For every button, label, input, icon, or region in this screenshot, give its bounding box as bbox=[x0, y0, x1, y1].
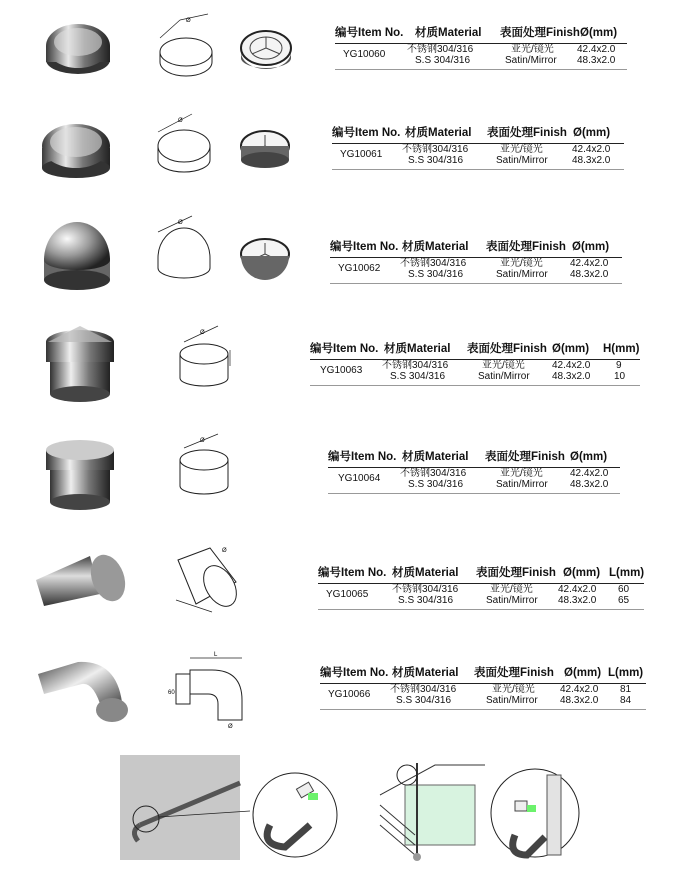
header-length: L(mm) bbox=[609, 567, 645, 579]
spec-table bbox=[310, 344, 640, 388]
header-item-no: 编号Item No. bbox=[335, 27, 404, 39]
header-diameter: Ø(mm) bbox=[572, 241, 610, 253]
finish-en: Satin/Mirror bbox=[496, 479, 548, 490]
material-cn: 不锈钢304/316 bbox=[400, 258, 467, 269]
header-diameter: Ø(mm) bbox=[570, 451, 608, 463]
material-en: S.S 304/316 bbox=[408, 269, 464, 280]
header-finish: 表面处理Finish bbox=[486, 241, 566, 253]
product-photo-angled-cap bbox=[30, 544, 132, 614]
spec-table bbox=[332, 128, 624, 172]
finish-cn: 亚光/镜光 bbox=[490, 584, 533, 595]
header-item-no: 编号Item No. bbox=[330, 241, 399, 253]
product-photo-flat-cap bbox=[36, 114, 118, 186]
header-item-no: 编号Item No. bbox=[318, 567, 387, 579]
table-bottom-rule bbox=[328, 493, 620, 494]
dim-label: Ø bbox=[178, 118, 183, 124]
length-label: L bbox=[214, 652, 218, 658]
header-diameter: Ø(mm) bbox=[573, 127, 611, 139]
technical-drawing bbox=[170, 542, 252, 614]
diameter-1: 42.4x2.0 bbox=[570, 468, 609, 479]
material-cn: 不锈钢304/316 bbox=[392, 584, 459, 595]
header-item-no: 编号Item No. bbox=[328, 451, 397, 463]
material-en: S.S 304/316 bbox=[408, 479, 464, 490]
technical-drawing bbox=[148, 212, 220, 286]
spec-table bbox=[328, 452, 620, 496]
header-finish: 表面处理Finish bbox=[474, 667, 554, 679]
header-finish: 表面处理Finish bbox=[485, 451, 565, 463]
finish-en: Satin/Mirror bbox=[486, 595, 538, 606]
product-photo-flat-cap bbox=[38, 14, 118, 86]
technical-drawing bbox=[172, 430, 236, 506]
table-bottom-rule bbox=[332, 169, 624, 170]
diameter-2: 48.3x2.0 bbox=[552, 371, 591, 382]
diameter-1: 42.4x2.0 bbox=[558, 584, 597, 595]
header-material: 材质Material bbox=[402, 241, 469, 253]
diameter-2: 48.3x2.0 bbox=[570, 269, 609, 280]
material-cn: 不锈钢304/316 bbox=[390, 684, 457, 695]
technical-drawing bbox=[148, 110, 220, 180]
product-photo-cone-cap bbox=[40, 320, 120, 404]
item-number: YG10066 bbox=[328, 689, 371, 700]
material-cn: 不锈钢304/316 bbox=[407, 44, 474, 55]
finish-cn: 亚光/镜光 bbox=[500, 258, 543, 269]
material-en: S.S 304/316 bbox=[390, 371, 446, 382]
product-row-yg10062 bbox=[0, 200, 700, 310]
header-length: L(mm) bbox=[608, 667, 644, 679]
material-en: S.S 304/316 bbox=[396, 695, 452, 706]
dim-label: Ø bbox=[186, 18, 191, 24]
length-1: 81 bbox=[620, 684, 632, 695]
length-2: 84 bbox=[620, 695, 632, 706]
finish-en: Satin/Mirror bbox=[496, 155, 548, 166]
diameter-2: 48.3x2.0 bbox=[560, 695, 599, 706]
diameter-1: 42.4x2.0 bbox=[570, 258, 609, 269]
dim-label: Ø bbox=[228, 724, 233, 730]
product-row-yg10065 bbox=[0, 530, 700, 640]
header-item-no: 编号Item No. bbox=[320, 667, 389, 679]
height-2: 10 bbox=[614, 371, 626, 382]
table-bottom-rule bbox=[335, 69, 627, 70]
header-material: 材质Material bbox=[405, 127, 472, 139]
product-row-yg10064 bbox=[0, 420, 700, 530]
product-photo-dome-cap bbox=[36, 210, 118, 292]
item-number: YG10064 bbox=[338, 473, 381, 484]
header-material: 材质Material bbox=[392, 667, 459, 679]
header-rule bbox=[310, 359, 640, 360]
product-back-view bbox=[236, 236, 294, 286]
product-photo-flat-end-cap bbox=[40, 434, 120, 518]
finish-en: Satin/Mirror bbox=[478, 371, 530, 382]
header-height: H(mm) bbox=[603, 343, 640, 355]
finish-en: Satin/Mirror bbox=[496, 269, 548, 280]
dim-60-label: 60 bbox=[168, 690, 175, 696]
finish-cn: 亚光/镜光 bbox=[500, 468, 543, 479]
item-number: YG10065 bbox=[326, 589, 369, 600]
product-photo-elbow bbox=[34, 648, 130, 734]
finish-cn: 亚光/镜光 bbox=[500, 144, 543, 155]
technical-drawing bbox=[168, 650, 254, 730]
header-material: 材质Material bbox=[384, 343, 451, 355]
material-en: S.S 304/316 bbox=[398, 595, 454, 606]
header-diameter: Ø(mm) bbox=[563, 567, 601, 579]
table-bottom-rule bbox=[320, 709, 646, 710]
diameter-1: 42.4x2.0 bbox=[577, 44, 616, 55]
diameter-1: 42.4x2.0 bbox=[572, 144, 611, 155]
diameter-2: 48.3x2.0 bbox=[570, 479, 609, 490]
material-cn: 不锈钢304/316 bbox=[400, 468, 467, 479]
header-material: 材质Material bbox=[392, 567, 459, 579]
finish-en: Satin/Mirror bbox=[505, 55, 557, 66]
spec-table bbox=[330, 242, 622, 286]
technical-drawing bbox=[150, 12, 220, 78]
diameter-1: 42.4x2.0 bbox=[552, 360, 591, 371]
table-bottom-rule bbox=[330, 283, 622, 284]
finish-cn: 亚光/镜光 bbox=[492, 684, 535, 695]
diameter-1: 42.4x2.0 bbox=[560, 684, 599, 695]
product-row-yg10066 bbox=[0, 640, 700, 750]
technical-drawing bbox=[172, 320, 236, 396]
table-bottom-rule bbox=[318, 609, 644, 610]
length-1: 60 bbox=[618, 584, 630, 595]
product-row-yg10060 bbox=[0, 0, 700, 100]
dim-label: Ø bbox=[200, 438, 205, 444]
diameter-2: 48.3x2.0 bbox=[577, 55, 616, 66]
length-2: 65 bbox=[618, 595, 630, 606]
item-number: YG10060 bbox=[343, 49, 386, 60]
header-finish: 表面处理Finish bbox=[476, 567, 556, 579]
spec-table bbox=[335, 28, 627, 72]
product-row-yg10063 bbox=[0, 310, 700, 420]
product-back-view bbox=[236, 128, 294, 174]
header-diameter: Ø(mm) bbox=[580, 27, 618, 39]
header-diameter: Ø(mm) bbox=[564, 667, 602, 679]
table-bottom-rule bbox=[310, 385, 640, 386]
height-1: 9 bbox=[616, 360, 622, 371]
material-cn: 不锈钢304/316 bbox=[382, 360, 449, 371]
header-finish: 表面处理Finish bbox=[487, 127, 567, 139]
header-diameter: Ø(mm) bbox=[552, 343, 590, 355]
material-en: S.S 304/316 bbox=[415, 55, 471, 66]
product-row-yg10061 bbox=[0, 100, 700, 200]
header-item-no: 编号Item No. bbox=[332, 127, 401, 139]
diameter-2: 48.3x2.0 bbox=[558, 595, 597, 606]
material-cn: 不锈钢304/316 bbox=[402, 144, 469, 155]
dim-label: Ø bbox=[200, 330, 205, 336]
glass-railing-installation-illustration bbox=[375, 755, 590, 865]
finish-cn: 亚光/镜光 bbox=[511, 44, 554, 55]
finish-en: Satin/Mirror bbox=[486, 695, 538, 706]
item-number: YG10061 bbox=[340, 149, 383, 160]
item-number: YG10063 bbox=[320, 365, 363, 376]
dim-label: Ø bbox=[178, 220, 183, 226]
header-material: 材质Material bbox=[415, 27, 482, 39]
dim-label: Ø bbox=[222, 548, 227, 554]
finish-cn: 亚光/镜光 bbox=[482, 360, 525, 371]
spec-table bbox=[318, 568, 644, 612]
diameter-2: 48.3x2.0 bbox=[572, 155, 611, 166]
header-finish: 表面处理Finish bbox=[467, 343, 547, 355]
wall-mount-installation-illustration bbox=[120, 755, 340, 865]
item-number: YG10062 bbox=[338, 263, 381, 274]
header-material: 材质Material bbox=[402, 451, 469, 463]
spec-table bbox=[320, 668, 646, 712]
header-item-no: 编号Item No. bbox=[310, 343, 379, 355]
header-finish: 表面处理Finish bbox=[500, 27, 580, 39]
material-en: S.S 304/316 bbox=[408, 155, 464, 166]
product-back-view bbox=[238, 26, 294, 74]
